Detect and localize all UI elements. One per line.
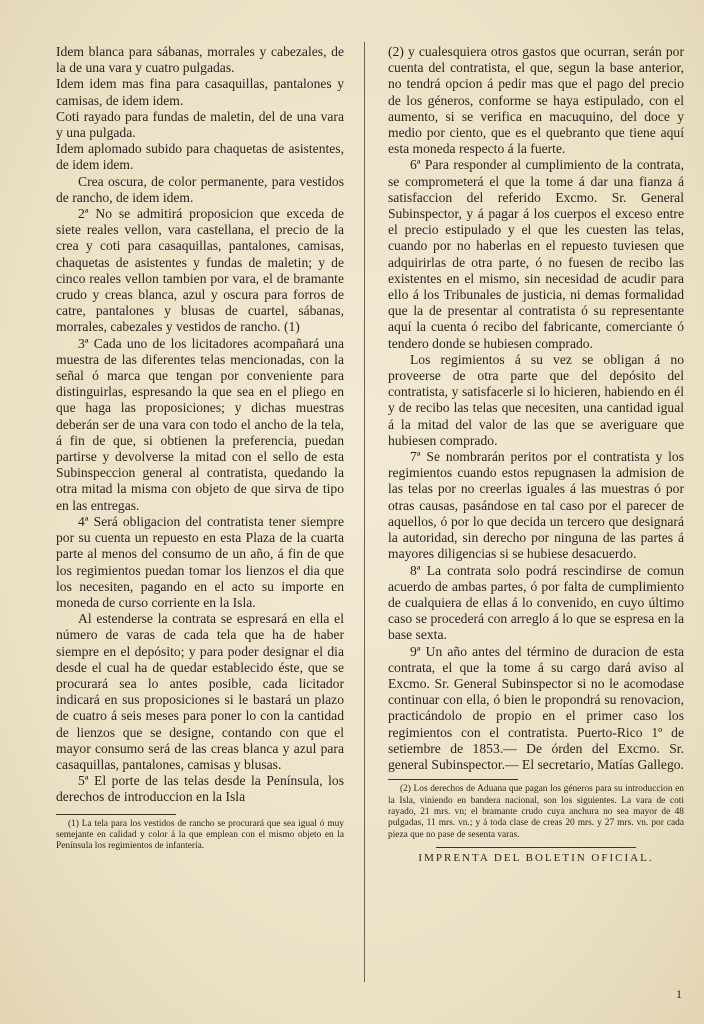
left-column [56,44,344,853]
paragraph: 6ª Para responder al cumplimiento de la contrata, se comprometerá el que la tome á dar una fianza á satisfaccion del referido Excmo. Sr. General Subinspector, y á pagar á los cuerpos el exceso entre el precio estipulado y el que les cuesten las telas, cuando por no haberlas en el repuesto tuviesen que adquirirlas de otra parte, ó no fuesen de recibo las existentes en el mismo, sin necesidad de acudir para ello á los Tribunales de justicia, ni demas formalidad que la de presentar al contratista ó su representante aquí la cuenta ó recibo del fabricante, comerciante ó tendero donde se hubiesen comprado. [388,157,684,351]
paragraph: Idem blanca para sábanas, morrales y cabezales, de la de una vara y cuatro pulgadas. [56,44,344,76]
right-column [388,44,684,866]
paragraph: 2ª No se admitirá proposicion que exceda de siete reales vellon, vara castellana, el precio de la crea y coti para casaquillas, pantalones, camisas, chaquetas de asistentes y fundas de maletin; y de cinco reales vellon tambien por vara, el de bramante crudo y creas blanca, azul y oscura para forros de catre, pantalones y blusas de cuartel, sábanas, morrales, cabezales y vestidos de rancho. (1) [56,206,344,335]
footnote-rule [388,779,518,780]
paragraph: 3ª Cada uno de los licitadores acompañará una muestra de las diferentes telas mencionadas, con la señal ó marca que tengan por conveniente para distinguirlas, espresando la que sea en el pliego en que haga las proposiciones; y dichas muestras deberán ser de una vara con todo el ancho de la tela, á fin de que, si obtienen la preferencia, puedan partirse y devolverse la mitad con el sello de esta Subinspeccion general al contratista, quedando la otra mitad la misma con objeto de que sirva de tipo en las entregas. [56,335,344,513]
footnote: (2) Los derechos de Aduana que pagan los géneros para su introduccion en la Isla, viniendo en bandera nacional, son los siguientes. La vara de coti rayado, 21 mrs. vn; el bramante crudo cuya anchura no sea mayor de 48 pulgadas, 11 mrs. vn.; y á toda clase de creas 20 mrs. y 27 mrs. vn. por cada pieza que no pase de sesenta varas. [388,784,684,840]
paragraph: Crea oscura, de color permanente, para vestidos de rancho, de idem idem. [56,173,344,205]
paragraph: 4ª Será obligacion del contratista tener siempre por su cuenta un repuesto en esta Plaza de la cuarta parte al menos del consumo de un año, á fin de que los regimientos puedan tomar los lienzos el dia que los necesiten, pagando en el acto su importe en moneda de curso corriente en la Isla. [56,513,344,610]
paragraph: 9ª Un año antes del término de duracion de esta contrata, el que la tome á su cargo dará aviso al Excmo. Sr. General Subinspector si no le acomodase continuar con ella, ó bien le propondrá su renovacion, practicándolo de propio en el primer caso los regimientos con el contratista. Puerto-Rico 1º de setiembre de 1853.— De órden del Excmo. Sr. general Subinspector.— El secretario, Matías Gallego. [388,643,684,772]
footnote-rule [56,814,176,815]
paragraph: 5ª El porte de las telas desde la Península, los derechos de introduccion en la Isla [56,773,344,805]
imprint-line: IMPRENTA DEL BOLETIN OFICIAL. [418,852,654,865]
paragraph: Coti rayado para fundas de maletin, del de una vara y una pulgada. [56,108,344,141]
page-mark: 1 [676,987,682,1001]
column-divider [364,42,365,982]
paragraph: (2) y cualesquiera otros gastos que ocurran, serán por cuenta del contratista, el que, segun la base anterior, no tendrá opcion á pedir mas que el pago del precio de los géneros, conforme se haya estipulado, con el aumento, si se verifica en macuquino, del doce y medio por ciento, que es el quebranto que tiene aquí esta moneda respecto á la fuerte. [388,44,684,157]
paragraph: Idem idem mas fina para casaquillas, pantalones y camisas, de idem idem. [56,76,344,108]
imprint-rule [436,847,636,848]
paragraph: 7ª Se nombrarán peritos por el contratista y los regimientos cuando estos repugnasen la admision de las telas por no creerlas iguales á las muestras ó por otras causas, pasándose en tal caso por el parecer de aquellos, ó por lo que decida un tercero que designará la autoridad, sin derecho por ninguna de las partes á mayores diligencias si se hubiese desacuerdo. [388,449,684,562]
paragraph: 8ª La contrata solo podrá rescindirse de comun acuerdo de ambas partes, ó por falta de cumplimiento de cualquiera de ellas á lo convenido, en cuyo último caso se procederá con arreglo á lo que se espresa en la base sexta. [388,562,684,643]
paragraph: Los regimientos á su vez se obligan á no proveerse de otra parte que del depósito del contratista, y satisfacerle si lo hicieren, habiendo en él y de recibo las telas que necesiten, una cantidad igual á la mitad del valor de las que se averiguare que hubiesen comprado. [388,351,684,448]
paragraph: Al estenderse la contrata se espresará en ella el número de varas de cada tela que ha de haber siempre en el depósito; y para poder designar el dia desde el cual ha de quedar establecido éste, que se procurará sea lo antes posible, cada licitador indicará en sus proposiciones si le bastará un plazo de cuatro á seis meses para poner lo con la cantidad de lienzos que se designe, contando con que el mayor consumo será de las creas blanca y azul para casaquillas, pantalones, camisas y blusas. [56,611,344,772]
footnote: (1) La tela para los vestidos de rancho se procurará que sea igual ó muy semejante en calidad y color á la que emplean con el mismo objeto en la Península los regimientos de infantería. [56,818,344,852]
paragraph: Idem aplomado subido para chaquetas de asistentes, de idem idem. [56,141,344,173]
